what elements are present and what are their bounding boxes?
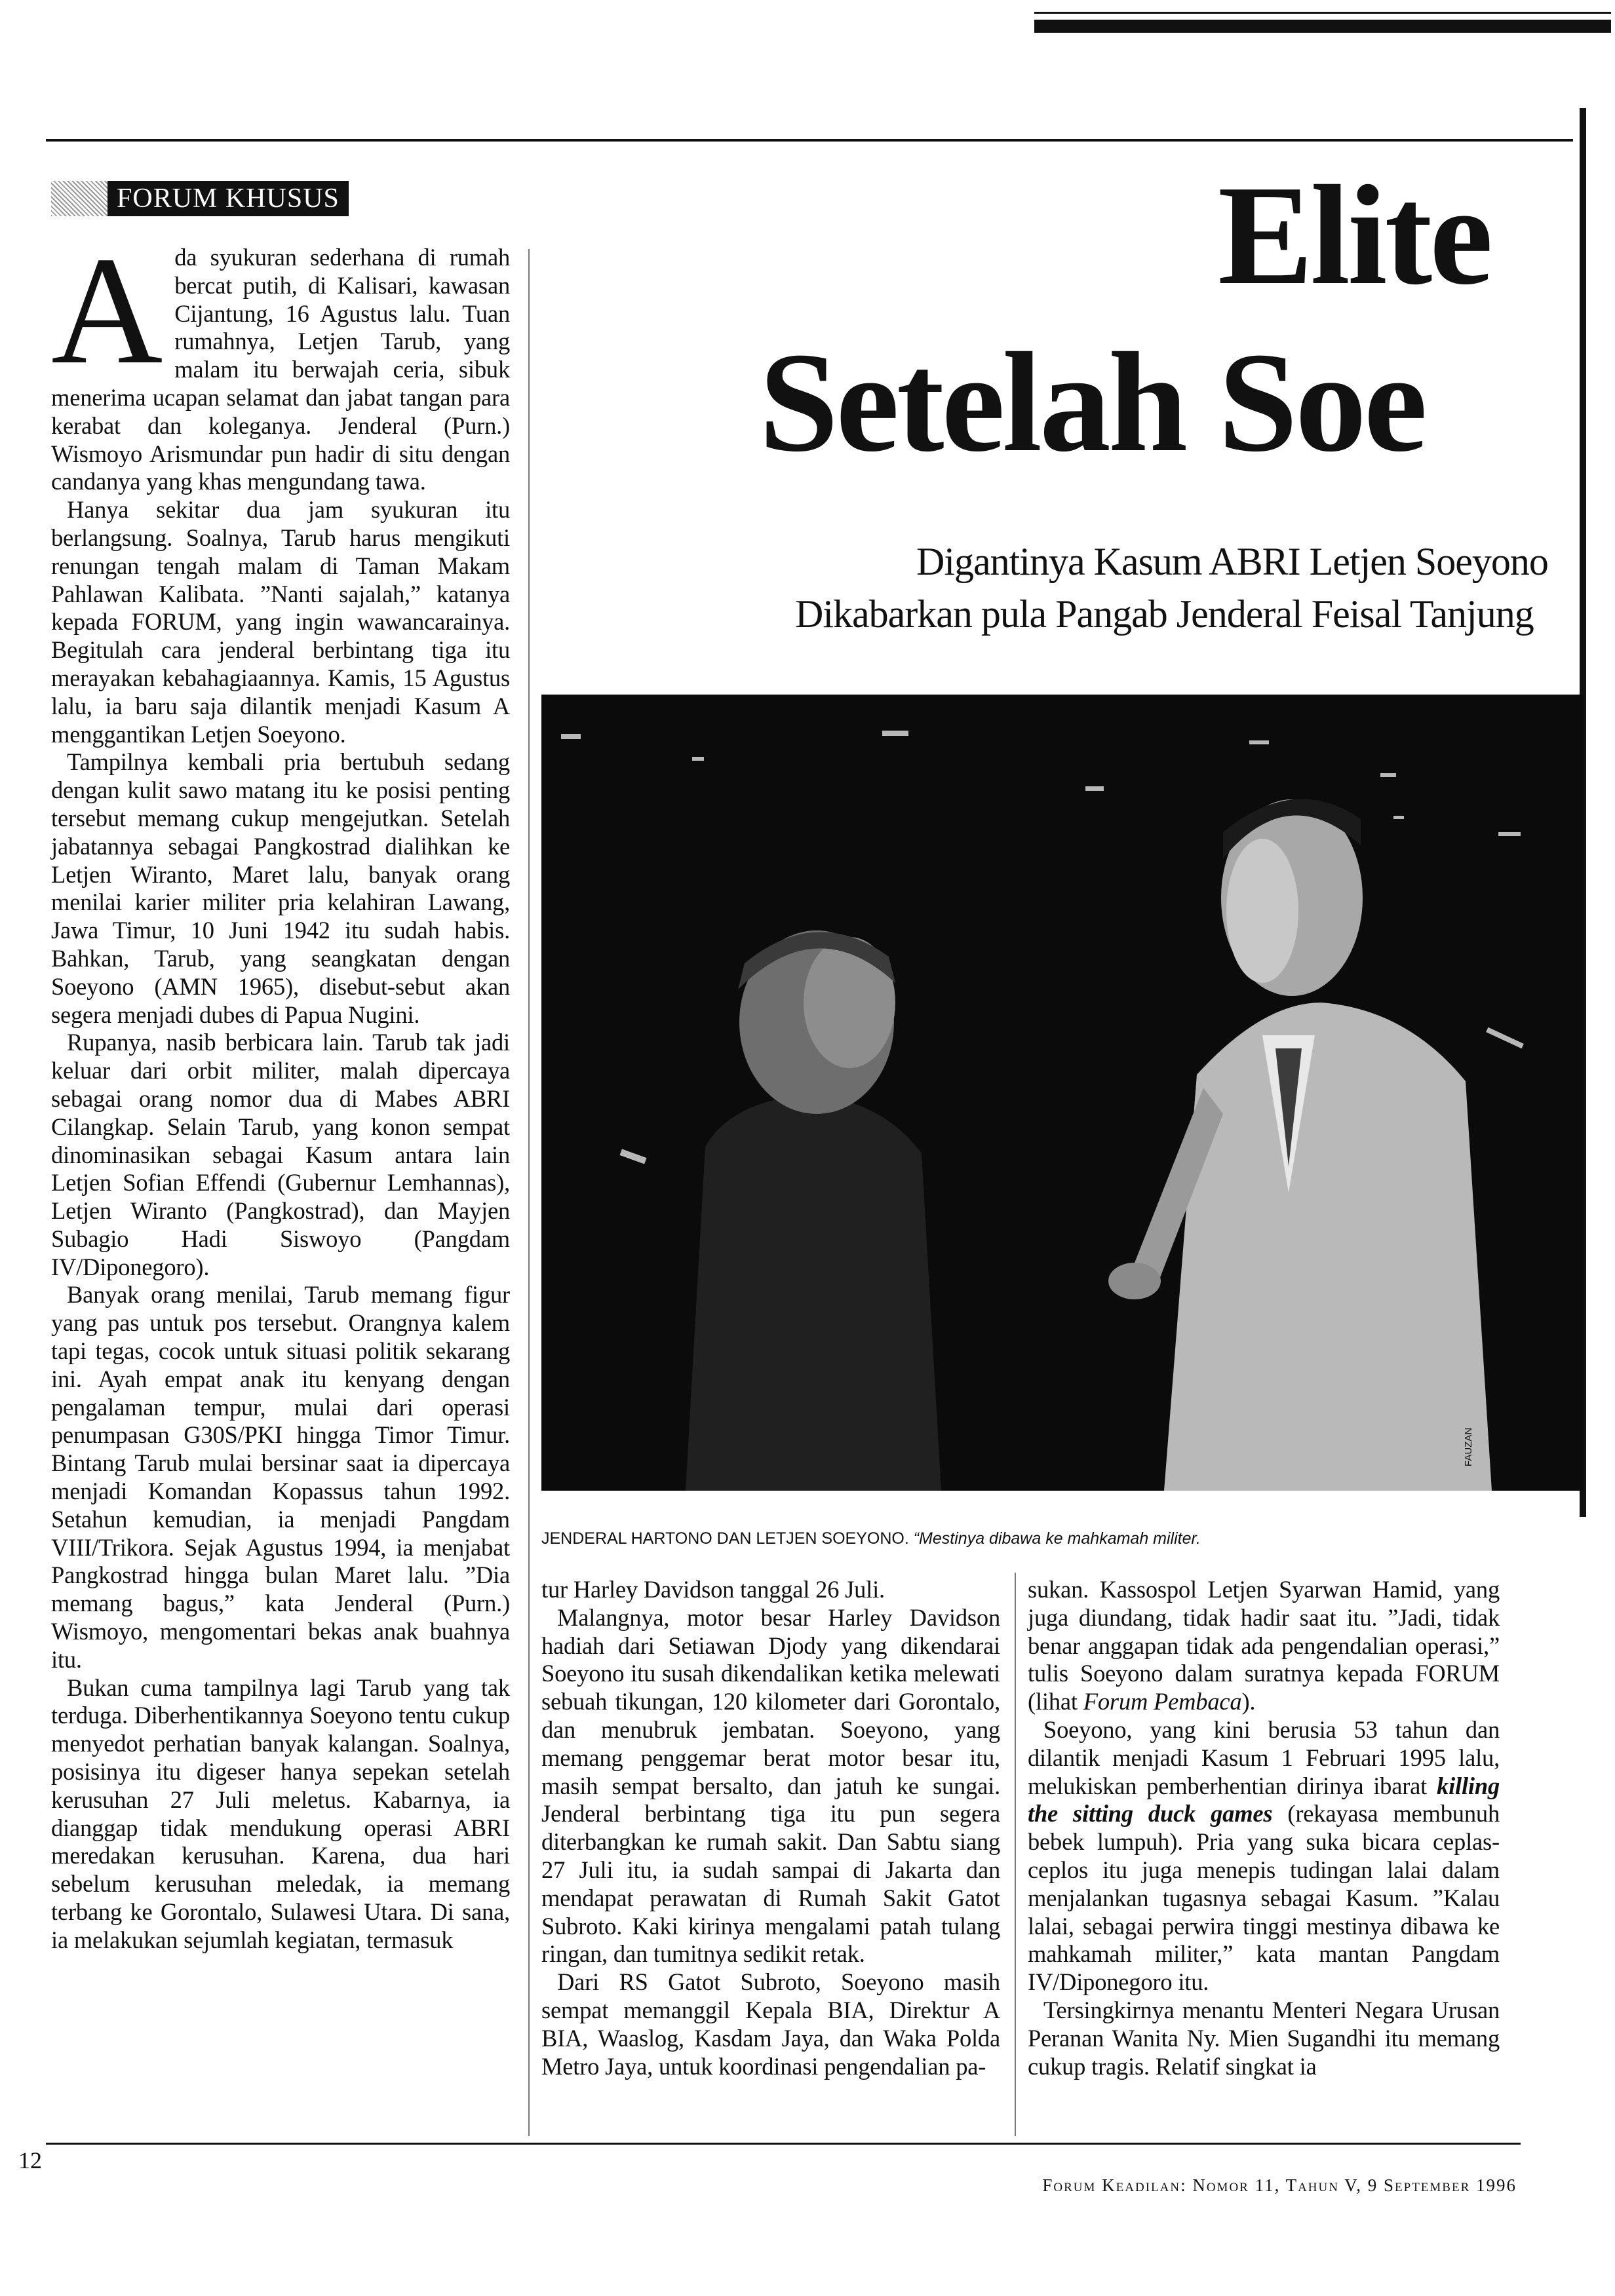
- header-rule: [46, 139, 1573, 142]
- paragraph: Dari RS Gatot Subroto, Soeyono masih sempat memanggil Kepala BIA, Direktur A BIA, Waaslog, Kasdam Jaya, dan Waka Polda Metro Jaya, untuk koordinasi pengendalian pa-: [541, 1968, 1000, 2080]
- kicker-pattern: [51, 181, 107, 216]
- article-column-1: [51, 225, 510, 1955]
- news-photo: [541, 695, 1584, 1491]
- article-column-3: [1028, 1576, 1500, 2080]
- caption-names: JENDERAL HARTONO DAN LETJEN SOEYONO.: [541, 1529, 909, 1548]
- section-kicker: FORUM KHUSUS: [107, 181, 349, 216]
- deck-line-2: Dikabarkan pula Pangab Jenderal Feisal Tanjung: [795, 592, 1534, 636]
- column-rule-1: [528, 249, 530, 2136]
- footer-rule: [46, 2143, 1521, 2145]
- page-number: 12: [18, 2147, 42, 2173]
- paragraph: Soeyono, yang kini berusia 53 tahun dan dilantik menjadi Kasum 1 Februari 1995 lalu, melukiskan pemberhentian dirinya ibarat killing the sitting duck games (rekayasa membunuh bebek lumpuh). Pria yang suka bicara ceplas-ceplos itu juga menepis tudingan lalai dalam menjalankan tugasnya sebagai Kasum. ”Kalau lalai, sebagai perwira tinggi mestinya dibawa ke mahkamah militer,” kata mantan Pangdam IV/Diponegoro itu.: [1028, 1715, 1500, 1996]
- caption-quote: “Mestinya dibawa ke mahkamah militer.: [913, 1529, 1201, 1548]
- paragraph: sukan. Kassospol Letjen Syarwan Hamid, yang juga diundang, tidak hadir saat itu. ”Jadi, tidak benar anggapan tidak ada pengendalian operasi,” tulis Soeyono dalam suratnya kepada FORUM (lihat Forum Pembaca).: [1028, 1576, 1500, 1715]
- paragraph: Rupanya, nasib berbicara lain. Tarub tak jadi keluar dari orbit militer, malah dipercaya sebagai orang nomor dua di Mabes ABRI Cilangkap. Selain Tarub, yang konon sempat dinominasikan sebagai Kasum antara lain Letjen Sofian Effendi (Gubernur Lemhannas), Letjen Wiranto (Pangkostrad), dan Mayjen Subagio Hadi Siswoyo (Pangdam IV/Diponegoro).: [51, 1029, 510, 1280]
- paragraph: Banyak orang menilai, Tarub memang figur yang pas untuk pos tersebut. Orangnya kalem tapi tegas, cocok untuk situasi politik sekarang ini. Ayah empat anak itu kenyang dengan pengalaman tempur, mulai dari operasi penumpasan G30S/PKI hingga Timor Timur. Bintang Tarub mulai bersinar saat ia dipercaya menjadi Komandan Kopassus tahun 1992. Setahun kemudian, ia menjadi Pangdam VIII/Trikora. Sejak Agustus 1994, ia menjabat Pangkostrad hingga bulan Maret lalu. ”Dia memang bagus,” kata Jenderal (Purn.) Wismoyo, mengomentari bekas anak buahnya itu.: [51, 1281, 510, 1673]
- column-rule-2: [1015, 1573, 1016, 2136]
- top-thick-rule: [1034, 20, 1611, 33]
- deck-line-1: Digantinya Kasum ABRI Letjen Soeyono: [916, 540, 1548, 583]
- paragraph: Bukan cuma tampilnya lagi Tarub yang tak terduga. Diberhentikannya Soeyono tentu cukup menyedot perhatian banyak kalangan. Soalnya, posisinya itu digeser hanya sepekan setelah kerusuhan 27 Juli meletus. Kabarnya, ia dianggap tidak mendukung operasi ABRI meredakan kerusuhan. Karena, dua hari sebelum kerusuhan meledak, ia memang terbang ke Gorontalo, Sulawesi Utara. Di sana, ia melakukan sejumlah kegiatan, termasuk: [51, 1674, 510, 1953]
- top-thin-rule: [1034, 12, 1611, 14]
- paragraph: Hanya sekitar dua jam syukuran itu berlangsung. Soalnya, Tarub harus mengikuti renungan tengah malam di Taman Makam Pahlawan Kalibata. ”Nanti sajalah,” katanya kepada FORUM, yang ingin wawancarainya. Begitulah cara jenderal berbintang tiga itu merayakan kebahagiaannya. Kamis, 15 Agustus lalu, ia baru saja dilantik menjadi Kasum A menggantikan Letjen Soeyono.: [51, 496, 510, 748]
- paragraph: Tampilnya kembali pria bertubuh sedang dengan kulit sawo matang itu ke posisi penting tersebut memang cukup mengejutkan. Setelah jabatannya sebagai Pangkostrad dialihkan ke Letjen Wiranto, Maret lalu, banyak orang menilai karier militer pria kelahiran Lawang, Jawa Timur, 10 Juni 1942 itu sudah habis. Bahkan, Tarub, yang seangkatan dengan Soeyono (AMN 1965), disebut-sebut akan segera menjadi dubes di Papua Nugini.: [51, 748, 510, 1028]
- photo-caption: [541, 1529, 1201, 1548]
- paragraph: Malangnya, motor besar Harley Davidson hadiah dari Setiawan Djody yang dikendarai Soeyono itu susah dikendalikan ketika melewati sebuah tikungan, 120 kilometer dari Gorontalo, dan menubruk jembatan. Soeyono, yang memang penggemar berat motor besar itu, masih sempat bersalto, dan jatuh ke sungai. Jenderal berbintang tiga itu pun segera diterbangkan ke rumah sakit. Dan Sabtu siang 27 Juli itu, ia sudah sampai di Jakarta dan mendapat perawatan di Rumah Sakit Gatot Subroto. Kaki kirinya mengalami patah tulang ringan, dan tumitnya sedikit retak.: [541, 1603, 1000, 1968]
- article-column-2: [541, 1576, 1000, 2080]
- headline-line-1: Elite: [1218, 157, 1490, 315]
- headline-line-2: Setelah Soe: [759, 324, 1425, 482]
- paragraph: Tersingkirnya menantu Menteri Negara Urusan Peranan Wanita Ny. Mien Sugandhi itu memang cukup tragis. Relatif singkat ia: [1028, 1996, 1500, 2080]
- photo-credit: FAUZAN: [1463, 1427, 1474, 1466]
- paragraph: da syukuran sederhana di rumah bercat putih, di Kalisari, kawasan Cijantung, 16 Agustus lalu. Tuan rumahnya, Letjen Tarub, yang malam itu berwajah ceria, sibuk menerima ucapan selamat dan jabat tangan para kerabat dan koleganya. Jenderal (Purn.) Wismoyo Arismundar pun hadir di situ dengan candanya yang khas mengundang tawa.: [51, 244, 510, 495]
- paragraph: tur Harley Davidson tanggal 26 Juli.: [541, 1576, 885, 1603]
- publication-line: Forum Keadilan: Nomor 11, Tahun V, 9 September 1996: [1042, 2175, 1517, 2195]
- photo-illustration: [541, 695, 1584, 1491]
- drop-cap: A: [51, 225, 163, 396]
